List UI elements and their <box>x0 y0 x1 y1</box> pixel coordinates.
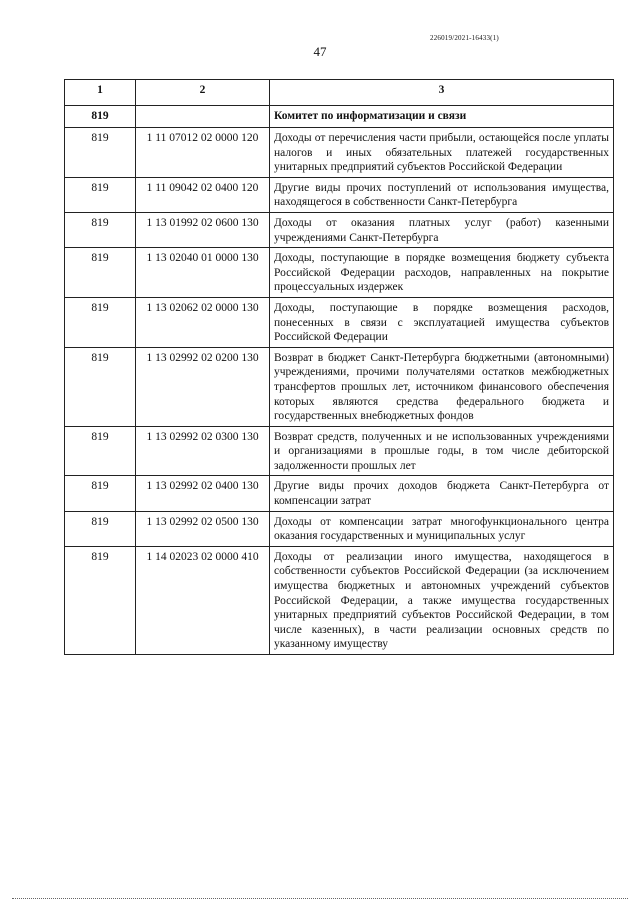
column-header-row <box>65 80 614 106</box>
row-code: 819 <box>65 297 136 347</box>
row-code: 819 <box>65 426 136 476</box>
row-description: Другие виды прочих доходов бюджета Санкт-Петербурга от компенсации затрат <box>270 476 614 511</box>
row-description: Доходы от реализации иного имущества, находящегося в собственности субъектов Российской Федерации (за исключением имущества бюджетных и автономных учреждений субъектов Российской Федерации, а также имущества государственных унитарных предприятий субъектов Российской Федерации, в том числе казенных), в части реализации основных средств по указанному имуществу <box>270 546 614 654</box>
table-row <box>65 248 614 298</box>
row-kbk-code: 1 13 02992 02 0500 130 <box>136 511 270 546</box>
section-code: 819 <box>65 106 136 128</box>
table-row <box>65 212 614 247</box>
row-kbk-code: 1 11 09042 02 0400 120 <box>136 177 270 212</box>
row-description: Доходы, поступающие в порядке возмещения бюджету субъекта Российской Федерации расходов, направленных на покрытие процессуальных издержек <box>270 248 614 298</box>
row-description: Возврат средств, полученных и не использованных учреждениями и организациями в прошлые годы, в том числе дебиторской задолженности прошлых лет <box>270 426 614 476</box>
row-code: 819 <box>65 248 136 298</box>
section-kbk-empty <box>136 106 270 128</box>
section-title: Комитет по информатизации и связи <box>270 106 614 128</box>
row-description: Доходы от оказания платных услуг (работ) казенными учреждениями Санкт-Петербурга <box>270 212 614 247</box>
table-row <box>65 177 614 212</box>
row-kbk-code: 1 14 02023 02 0000 410 <box>136 546 270 654</box>
row-code: 819 <box>65 476 136 511</box>
table-row <box>65 476 614 511</box>
row-code: 819 <box>65 347 136 426</box>
document-id: 226019/2021-16433(1) <box>430 34 499 42</box>
page-number: 47 <box>313 44 327 59</box>
table-row <box>65 128 614 178</box>
column-header-3: 3 <box>270 80 614 106</box>
column-header-1: 1 <box>65 80 136 106</box>
revenue-codes-table <box>64 79 614 655</box>
row-kbk-code: 1 13 02040 01 0000 130 <box>136 248 270 298</box>
row-code: 819 <box>65 511 136 546</box>
row-kbk-code: 1 13 02992 02 0400 130 <box>136 476 270 511</box>
section-header-row <box>65 106 614 128</box>
table-row <box>65 347 614 426</box>
row-code: 819 <box>65 128 136 178</box>
row-description: Доходы от компенсации затрат многофункционального центра оказания государственных и муниципальных услуг <box>270 511 614 546</box>
table-row <box>65 546 614 654</box>
row-description: Доходы от перечисления части прибыли, остающейся после уплаты налогов и иных обязательных платежей государственных унитарных предприятий субъектов Российской Федерации <box>270 128 614 178</box>
row-kbk-code: 1 13 01992 02 0600 130 <box>136 212 270 247</box>
table-rows <box>65 128 614 655</box>
row-kbk-code: 1 13 02062 02 0000 130 <box>136 297 270 347</box>
row-code: 819 <box>65 212 136 247</box>
table-row <box>65 297 614 347</box>
row-kbk-code: 1 13 02992 02 0300 130 <box>136 426 270 476</box>
table-row <box>65 511 614 546</box>
bottom-rule <box>12 898 628 899</box>
row-kbk-code: 1 13 02992 02 0200 130 <box>136 347 270 426</box>
column-header-2: 2 <box>136 80 270 106</box>
row-kbk-code: 1 11 07012 02 0000 120 <box>136 128 270 178</box>
row-description: Другие виды прочих поступлений от использования имущества, находящегося в собственности Санкт-Петербурга <box>270 177 614 212</box>
row-description: Возврат в бюджет Санкт-Петербурга бюджетными (автономными) учреждениями, прочими получателями остатков межбюджетных трансфертов прошлых лет, источником финансового обеспечения которых являются средства федерального бюджета и государственных внебюджетных фондов <box>270 347 614 426</box>
row-code: 819 <box>65 177 136 212</box>
row-description: Доходы, поступающие в порядке возмещения расходов, понесенных в связи с эксплуатацией имущества субъектов Российской Федерации <box>270 297 614 347</box>
table-row <box>65 426 614 476</box>
row-code: 819 <box>65 546 136 654</box>
